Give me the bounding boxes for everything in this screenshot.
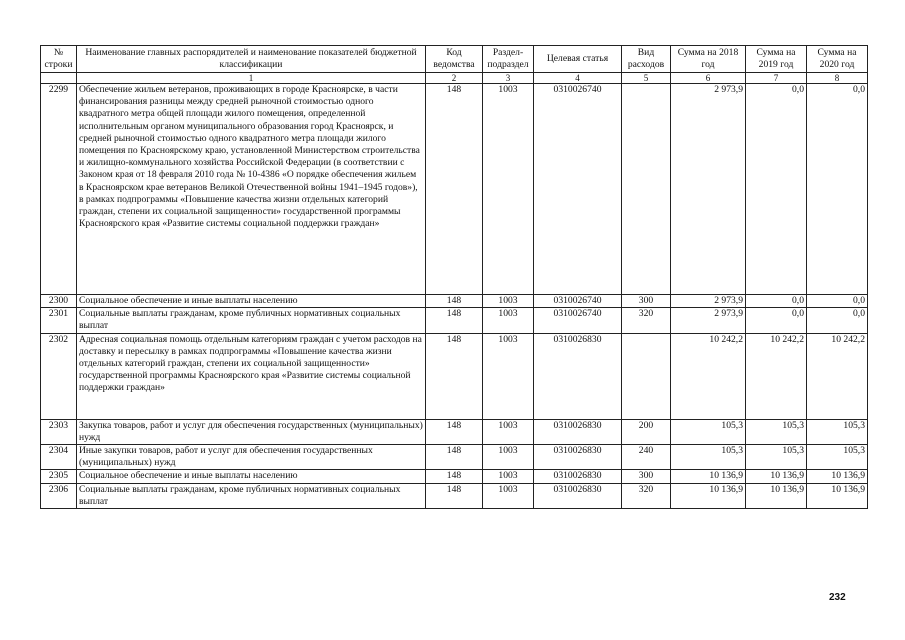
section-code: 1003 xyxy=(483,295,534,308)
header-row-number: № строки xyxy=(41,46,77,73)
header-name: Наименование главных распорядителей и наименование показателей бюджетной классификации xyxy=(77,46,426,73)
expense-type: 320 xyxy=(622,483,671,508)
column-number: 7 xyxy=(746,73,807,84)
page-number: 232 xyxy=(829,592,846,603)
header-row xyxy=(41,46,868,73)
expense-type xyxy=(622,84,671,295)
expense-type: 320 xyxy=(622,308,671,333)
sum-2019: 105,3 xyxy=(746,445,807,470)
row-name: Социальное обеспечение и иные выплаты населению xyxy=(77,470,426,483)
department-code: 148 xyxy=(426,333,483,419)
department-code: 148 xyxy=(426,419,483,444)
department-code: 148 xyxy=(426,308,483,333)
section-code: 1003 xyxy=(483,84,534,295)
header-expense-type: Вид расходов xyxy=(622,46,671,73)
section-code: 1003 xyxy=(483,308,534,333)
column-number: 1 xyxy=(77,73,426,84)
row-name: Социальные выплаты гражданам, кроме публичных нормативных социальных выплат xyxy=(77,483,426,508)
section-code: 1003 xyxy=(483,470,534,483)
column-number: 5 xyxy=(622,73,671,84)
column-number: 4 xyxy=(534,73,622,84)
section-code: 1003 xyxy=(483,445,534,470)
sum-2018: 10 136,9 xyxy=(671,470,746,483)
expense-type: 240 xyxy=(622,445,671,470)
sum-2019: 10 136,9 xyxy=(746,470,807,483)
sum-2018: 2 973,9 xyxy=(671,308,746,333)
row-name: Иные закупки товаров, работ и услуг для обеспечения государственных (муниципальных) нужд xyxy=(77,445,426,470)
sum-2018: 10 136,9 xyxy=(671,483,746,508)
target-article: 0310026740 xyxy=(534,84,622,295)
table-row xyxy=(41,308,868,333)
column-number: 2 xyxy=(426,73,483,84)
sum-2018: 105,3 xyxy=(671,445,746,470)
table-row xyxy=(41,470,868,483)
column-number: 6 xyxy=(671,73,746,84)
department-code: 148 xyxy=(426,295,483,308)
target-article: 0310026830 xyxy=(534,419,622,444)
sum-2020: 10 136,9 xyxy=(807,483,868,508)
table-row xyxy=(41,84,868,295)
target-article: 0310026740 xyxy=(534,308,622,333)
table-row xyxy=(41,483,868,508)
header-sum-2018: Сумма на 2018 год xyxy=(671,46,746,73)
row-name: Адресная социальная помощь отдельным категориям граждан с учетом расходов на доставку и пересылку в рамках подпрограммы «Повышение качества жизни отдельных категорий граждан, степени их социальной защищенности» государственной программы Красноярского края «Развитие системы социальной поддержки граждан» xyxy=(77,333,426,419)
row-number: 2300 xyxy=(41,295,77,308)
target-article: 0310026830 xyxy=(534,470,622,483)
sum-2018: 2 973,9 xyxy=(671,84,746,295)
row-name: Социальное обеспечение и иные выплаты населению xyxy=(77,295,426,308)
target-article: 0310026830 xyxy=(534,333,622,419)
table-row xyxy=(41,333,868,419)
column-number-row xyxy=(41,73,868,84)
row-name: Социальные выплаты гражданам, кроме публичных нормативных социальных выплат xyxy=(77,308,426,333)
row-name: Закупка товаров, работ и услуг для обеспечения государственных (муниципальных) нужд xyxy=(77,419,426,444)
sum-2020: 10 242,2 xyxy=(807,333,868,419)
header-sum-2019: Сумма на 2019 год xyxy=(746,46,807,73)
budget-table xyxy=(40,45,868,509)
department-code: 148 xyxy=(426,445,483,470)
column-number xyxy=(41,73,77,84)
expense-type: 300 xyxy=(622,470,671,483)
sum-2019: 10 242,2 xyxy=(746,333,807,419)
sum-2020: 0,0 xyxy=(807,308,868,333)
sum-2020: 0,0 xyxy=(807,84,868,295)
target-article: 0310026740 xyxy=(534,295,622,308)
sum-2018: 2 973,9 xyxy=(671,295,746,308)
section-code: 1003 xyxy=(483,419,534,444)
header-section: Раздел-подраздел xyxy=(483,46,534,73)
sum-2018: 10 242,2 xyxy=(671,333,746,419)
expense-type xyxy=(622,333,671,419)
department-code: 148 xyxy=(426,470,483,483)
sum-2018: 105,3 xyxy=(671,419,746,444)
row-number: 2306 xyxy=(41,483,77,508)
row-name: Обеспечение жильем ветеранов, проживающих в городе Красноярске, в части финансирования разницы между средней рыночной стоимостью одного квадратного метра общей площади жилого помещения, определенной исполнительным органом муниципального образования город Красноярск, и средней рыночной стоимостью одного квадратного метра площади жилого помещения по Красноярскому краю, установленной Министерством строительства и жилищно-коммунального хозяйства Российской Федерации (в соответствии с Законом края от 18 февраля 2010 года № 10-4386 «О порядке обеспечения жильем в Красноярском крае ветеранов Великой Отечественной войны 1941–1945 годов»), в рамках подпрограммы «Повышение качества жизни отдельных категорий граждан, степени их социальной защищенности» государственной программы Красноярского края «Развитие системы социальной поддержки граждан» xyxy=(77,84,426,295)
table-row xyxy=(41,445,868,470)
department-code: 148 xyxy=(426,483,483,508)
sum-2020: 10 136,9 xyxy=(807,470,868,483)
sum-2019: 10 136,9 xyxy=(746,483,807,508)
column-number: 8 xyxy=(807,73,868,84)
row-number: 2302 xyxy=(41,333,77,419)
header-department-code: Код ведомства xyxy=(426,46,483,73)
table-body xyxy=(41,84,868,509)
table-row xyxy=(41,295,868,308)
sum-2019: 0,0 xyxy=(746,308,807,333)
header-sum-2020: Сумма на 2020 год xyxy=(807,46,868,73)
expense-type: 300 xyxy=(622,295,671,308)
sum-2019: 0,0 xyxy=(746,84,807,295)
sum-2019: 105,3 xyxy=(746,419,807,444)
section-code: 1003 xyxy=(483,483,534,508)
sum-2019: 0,0 xyxy=(746,295,807,308)
expense-type: 200 xyxy=(622,419,671,444)
row-number: 2301 xyxy=(41,308,77,333)
sum-2020: 105,3 xyxy=(807,419,868,444)
sum-2020: 0,0 xyxy=(807,295,868,308)
section-code: 1003 xyxy=(483,333,534,419)
row-number: 2305 xyxy=(41,470,77,483)
department-code: 148 xyxy=(426,84,483,295)
header-target-article: Целевая статья xyxy=(534,46,622,73)
target-article: 0310026830 xyxy=(534,445,622,470)
row-number: 2304 xyxy=(41,445,77,470)
target-article: 0310026830 xyxy=(534,483,622,508)
sum-2020: 105,3 xyxy=(807,445,868,470)
table-row xyxy=(41,419,868,444)
column-number: 3 xyxy=(483,73,534,84)
row-number: 2303 xyxy=(41,419,77,444)
row-number: 2299 xyxy=(41,84,77,295)
